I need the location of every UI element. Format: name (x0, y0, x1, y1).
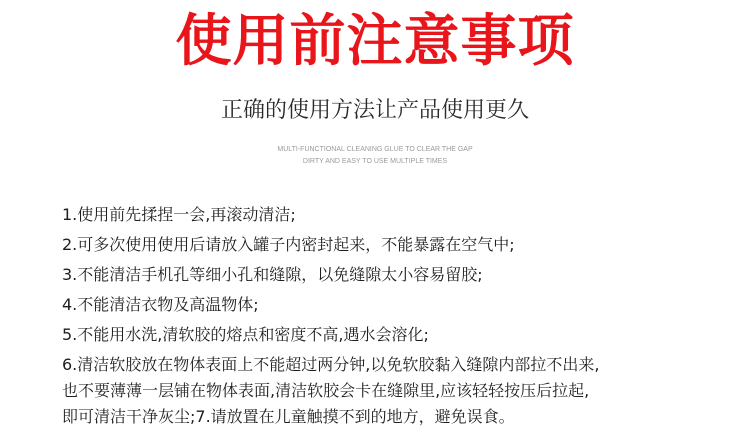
note-item-4: 4.不能清洁衣物及高温物体; (62, 295, 259, 314)
note-item-5: 5.不能用水洗,清软胶的熔点和密度不高,遇水会溶化; (62, 325, 429, 344)
usage-notes-list (62, 202, 742, 430)
note-item-2: 2.可多次使用使用后请放入罐子内密封起来，不能暴露在空气中; (62, 235, 515, 254)
english-caption-line-1: MULTI-FUNCTIONAL CLEANING GLUE TO CLEAR THE GAP (277, 146, 473, 153)
note-item-1: 1.使用前先揉捏一会,再滚动清洁; (62, 205, 296, 224)
page-title: 使用前注意事项 (175, 9, 575, 74)
english-caption-line-2: DIRTY AND EASY TO USE MULTIPLE TIMES (302, 158, 448, 165)
note-item-6-line-3: 即可清洁干净灰尘;7.请放置在儿童触摸不到的地方，避免误食。 (62, 407, 515, 426)
page-subtitle: 正确的使用方法让产品使用更久 (220, 98, 529, 123)
note-item-6-line-2: 也不要薄薄一层铺在物体表面,清洁软胶会卡在缝隙里,应该轻轻按压后拉起, (62, 381, 590, 400)
note-item-6-line-1: 6.清洁软胶放在物体表面上不能超过两分钟,以免软胶黏入缝隙内部拉不出来, (62, 355, 600, 374)
note-item-3: 3.不能清洁手机孔等细小孔和缝隙，以免缝隙太小容易留胶; (62, 265, 483, 284)
